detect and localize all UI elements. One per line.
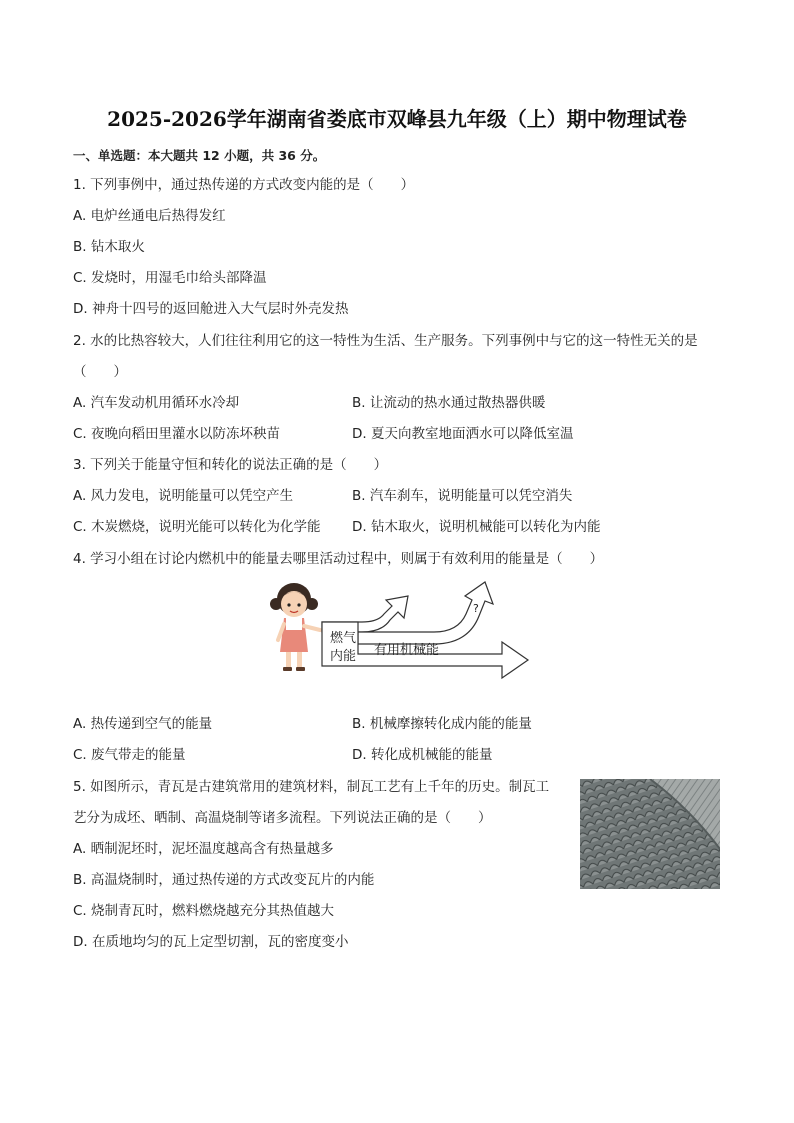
q5-option-c: C. 烧制青瓦时，燃料燃烧越充分其热值越大 bbox=[73, 903, 335, 919]
q5-option-b: B. 高温烧制时，通过热传递的方式改变瓦片的内能 bbox=[73, 872, 375, 888]
q1-option-a: A. 电炉丝通电后热得发红 bbox=[73, 208, 226, 224]
q5-option-a: A. 晒制泥坯时，泥坯温度越高含有热量越多 bbox=[73, 841, 334, 857]
q5-option-d: D. 在质地均匀的瓦上定型切割，瓦的密度变小 bbox=[73, 934, 349, 950]
q2-option-b: B. 让流动的热水通过散热器供暖 bbox=[352, 395, 546, 411]
q3-option-b: B. 汽车刹车，说明能量可以凭空消失 bbox=[352, 488, 573, 504]
page-title: 2025-2026学年湖南省娄底市双峰县九年级（上）期中物理试卷 bbox=[107, 107, 687, 131]
q4-stem: 4. 学习小组在讨论内燃机中的能量去哪里活动过程中，则属于有效利用的能量是（ ） bbox=[73, 551, 604, 567]
q1-option-d: D. 神舟十四号的返回舱进入大气层时外壳发热 bbox=[73, 301, 349, 317]
q3-stem: 3. 下列关于能量守恒和转化的说法正确的是（ ） bbox=[73, 457, 388, 473]
q5-stem: 5. 如图所示，青瓦是古建筑常用的建筑材料，制瓦工艺有上千年的历史。制瓦工 bbox=[73, 779, 550, 795]
q2-option-c: C. 夜晚向稻田里灌水以防冻坏秧苗 bbox=[73, 426, 281, 442]
q3-option-c: C. 木炭燃烧，说明光能可以转化为化学能 bbox=[73, 519, 321, 535]
q3-option-a: A. 风力发电，说明能量可以凭空产生 bbox=[73, 488, 294, 504]
fig-label-useful-mechanical: 有用机械能 bbox=[374, 643, 440, 658]
section-heading: 一、单选题：本大题共 12 小题，共 36 分。 bbox=[73, 148, 326, 163]
q1-option-b: B. 钻木取火 bbox=[73, 239, 145, 255]
energy-flow-diagram bbox=[262, 574, 530, 684]
q4-option-c: C. 废气带走的能量 bbox=[73, 747, 186, 763]
energy-flow-figure bbox=[262, 574, 530, 684]
q1-stem: 1. 下列事例中，通过热传递的方式改变内能的是（ ） bbox=[73, 177, 415, 193]
fig-label-question-mark: ? bbox=[473, 602, 479, 615]
q2-stem: 2. 水的比热容较大，人们往往利用它的这一特性为生活、生产服务。下列事例中与它的这一特性无关的是 bbox=[73, 333, 698, 349]
q2-stem-cont: （ ） bbox=[73, 364, 127, 380]
student-girl-illustration bbox=[270, 583, 320, 671]
fig-label-gas: 燃气 bbox=[330, 631, 357, 646]
q4-option-d: D. 转化成机械能的能量 bbox=[352, 747, 493, 763]
q2-option-a: A. 汽车发动机用循环水冷却 bbox=[73, 395, 240, 411]
roof-tiles-photo bbox=[580, 779, 720, 889]
q2-option-d: D. 夏天向教室地面洒水可以降低室温 bbox=[352, 426, 574, 442]
q1-option-c: C. 发烧时，用湿毛巾给头部降温 bbox=[73, 270, 267, 286]
q5-stem-cont: 艺分为成坯、晒制、高温烧制等诸多流程。下列说法正确的是（ ） bbox=[73, 810, 492, 826]
fig-label-internal-energy: 内能 bbox=[330, 649, 357, 664]
q3-option-d: D. 钻木取火，说明机械能可以转化为内能 bbox=[352, 519, 601, 535]
q4-option-a: A. 热传递到空气的能量 bbox=[73, 716, 213, 732]
q4-option-b: B. 机械摩擦转化成内能的能量 bbox=[352, 716, 532, 732]
